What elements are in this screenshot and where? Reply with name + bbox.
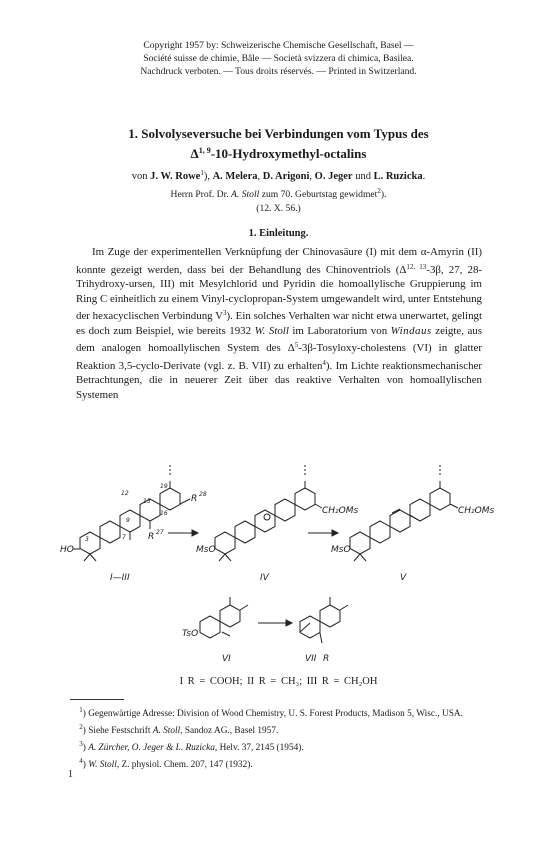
num-16: 16 [160,510,168,517]
num-13: 13 [143,498,151,505]
label-R27: R [148,532,155,542]
footnote-3-mark: 3 [79,740,83,748]
dedication-post: zum 70. Geburtstag gewidmet [261,189,378,200]
label-I-III: I—III [110,573,130,583]
authors-und: und [355,171,371,182]
num-7: 7 [122,534,126,541]
author-5: L. Ruzicka [373,171,423,182]
copyright-line-2: Société suisse de chimie, Bâle — Società svizzera di chimica, Basilea. [143,53,414,64]
copyright-line-1: Copyright 1957 by: Schweizerische Chemische Gesellschaft, Basel — [143,40,414,51]
author-3: D. Arigoni [262,171,310,182]
footnote-rule [70,699,124,700]
label-HO: HO [60,545,74,555]
label-R28: R [191,494,198,504]
title-delta: Δ [190,146,199,161]
author-1-note: 1 [200,169,204,177]
authors-von: von [131,171,148,182]
author-1: J. W. Rowe [150,171,201,182]
body-p2-sup: 3 [223,309,227,317]
body-p6-sup: 4 [322,358,326,367]
paragraph-intro [76,245,482,402]
footnote-2-mark: 2 [79,723,83,731]
reaction-arrow-3 [258,620,292,626]
label-VII: VII [305,654,317,664]
dedication-pre: Herrn Prof. Dr. [170,189,229,200]
body-p7: ). Im Lichte reaktionsmechanischer Betrachtungen, die in neuerer Zeit über das reaktive Verhalten von homoallylischen Systemen [76,359,482,401]
footnote-2-name: A. Stoll, [152,726,183,736]
body-p5: zeigte, aus dem analogen homoallylischen System des Δ [76,324,482,354]
body-p3: ). Ein solches Verhalten war nicht etwa unerwartet, gelingt es doch zum Beispiel, wie bereits 1932 [76,310,482,337]
copyright-notice [0,39,557,78]
body-p1-sup: 12, 13 [406,262,427,271]
reaction-arrow-2 [308,530,338,536]
footnote-3: $^3$) A. Zürcher, O. Jeger & L. Ruzicka, Helv. 37, 2145 (1954). [79,740,304,753]
footnote-4-mark: 4 [79,757,83,765]
dedication-name: A. Stoll [231,189,260,200]
section-heading: 1. Einleitung. [248,228,309,239]
footnote-4-name: W. Stoll, [88,760,120,770]
received-date: (12. X. 56.) [256,203,301,214]
body-name-stoll: W. Stoll [254,324,289,337]
title-part-2: -10-Hydroxymethyl-octalins [210,146,367,161]
article-title [60,125,497,162]
label-R: R [323,654,330,664]
num-12: 12 [121,490,129,497]
title-part-1: Solvolyseversuche bei Verbindungen vom Typus des [141,126,429,141]
footnote-3-post: Helv. 37, 2145 (1954). [219,743,304,753]
num-3: 3 [85,536,89,543]
footnote-1-text: Gegenwärtige Adresse: Division of Wood Chemistry, U. S. Forest Products, Madison 5, Wisc., USA. [88,709,463,719]
structure-legend: I R = COOH; II R = CH₃; III R = CH₂OH [179,676,378,687]
body-text [76,245,482,402]
body-p1: Im Zuge der experimentellen Verknüpfung der Chinovasäure (I) mit dem α-Amyrin (II) konnte gezeigt werden, dass bei der Behandlung des Chinoventriols (Δ [76,246,482,276]
footnote-1: $^1$) Gegenwärtige Adresse: Division of Wood Chemistry, U. S. Forest Products, Madison 5, Wisc., USA. [79,706,463,719]
body-p2: -3β, 27, 28-Trihydroxy-ursen, III) mit Mesylchlorid und Pyridin die homoallylische Gruppierung im Ring C einheitlich zu einem Vinyl-cyclopropan-System umgewandelt wird, unter Entstehung der hexacyclischen Verbindung V [76,263,483,322]
page-number: 1 [68,769,73,780]
title-delta-index: 1, 9 [198,146,211,155]
footnote-2-pre: Siehe Festschrift [88,726,151,736]
sup-28: 28 [199,491,207,498]
label-TsO: TsO [182,629,199,639]
body-name-windaus: Windaus [390,324,432,337]
author-line: von J. W. Rowe$^1$), A. Melera, D. Arigoni, O. Jeger und L. Ruzicka. [131,169,426,182]
sup-27: 27 [156,529,164,536]
structure-IV [215,465,322,561]
structure-VI [200,597,248,638]
footnote-1-mark: 1 [79,706,83,714]
footnote-2-post: Sandoz AG., Basel 1957. [184,726,279,736]
label-V: V [400,573,407,583]
body-p5-sup: 5 [294,341,299,349]
footnotes [70,704,490,772]
footnote-4-post: Z. physiol. Chem. 207, 147 (1932). [121,760,253,770]
label-VI: VI [222,654,231,664]
reaction-arrow-1 [168,530,198,536]
dedication-note: 2 [377,187,381,195]
article-number: 1. [128,126,139,141]
num-9: 9 [126,517,130,524]
footnote-3-names: A. Zürcher, O. Jeger & L. Ruzicka, [88,743,218,753]
footnote-2: $^2$) Siehe Festschrift A. Stoll, Sandoz AG., Basel 1957. [79,723,279,736]
structure-V [350,465,458,561]
label-CH2OMs-2: CH₂OMs [458,506,495,516]
dedication: Herrn Prof. Dr. A. Stoll zum 70. Geburtstag gewidmet$^2$). [170,187,387,200]
label-IV: IV [260,573,269,583]
body-p6: -3β-Tosyloxy-cholestens (VI) in glatter Reaktion 3,5-cyclo-Derivate (vgl. z. B. VII) zu erhalten [76,342,482,372]
copyright-line-3: Nachdruck verboten. — Tous droits réservés. — Printed in Switzerland. [140,66,417,77]
num-19: 19 [160,483,168,490]
structure-I-III [73,465,190,561]
label-CH2OMs-1: CH₂OMs [322,506,359,516]
reaction-scheme [60,455,500,670]
label-MsO-1: MsO [196,545,216,555]
structure-VII [300,597,348,643]
label-MsO-2: MsO [331,545,351,555]
footnote-4: $^4$) W. Stoll, Z. physiol. Chem. 207, 147 (1932). [79,757,253,770]
author-4: O. Jeger [314,171,353,182]
body-p4: im Laboratorium von [292,324,388,337]
author-2: A. Melera [212,171,258,182]
